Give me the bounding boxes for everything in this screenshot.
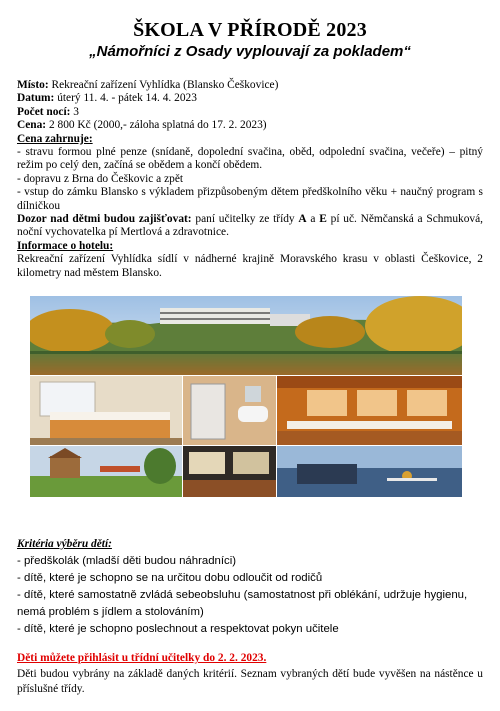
sports-court-photo	[277, 446, 462, 497]
class-a: A	[298, 213, 307, 226]
lounge-photo	[183, 446, 276, 497]
price-value: 2 800 Kč (2000,- záloha splatná do 17. 2. 2023)	[46, 119, 267, 132]
signup-notice: Děti můžete přihlásit u třídní učitelky do 2. 2. 2023.	[17, 652, 267, 664]
criteria-heading: Kritéria výběru dětí:	[17, 538, 112, 550]
includes-item: - stravu formou plné penze (snídaně, dopolední svačina, oběd, odpolední svačina, večeře) – pitný režim po celý den, začíná se obědem a končí obědem.	[17, 146, 483, 172]
nights-value: 3	[70, 105, 79, 118]
place-line	[17, 79, 483, 92]
supervision-label: Dozor nad dětmi budou zajišťovat:	[17, 213, 192, 226]
criteria-item: - dítě, které je schopno se na určitou dobu odloučit od rodičů	[17, 572, 323, 584]
criteria-item: - předškolák (mladší děti budou náhradníci)	[17, 555, 237, 567]
hotel-lake-photo	[30, 296, 462, 375]
includes-item: - vstup do zámku Blansko s výkladem přizpůsobeným dětem předškolního věku + naučný program s dílničkou	[17, 186, 483, 212]
criteria-item: - dítě, které samostatně zvládá sebeobsluhu (samostatnost při oblékání, udržuje hygienu, nemá problém s jídlem a stolováním)	[17, 589, 468, 618]
date-line	[17, 92, 483, 105]
hotel-heading: Informace o hotelu:	[17, 239, 114, 252]
supervision-line	[17, 213, 483, 240]
date-value: úterý 11. 4. - pátek 14. 4. 2023	[54, 92, 197, 105]
info-section	[17, 79, 483, 280]
includes-heading: Cena zahrnuje:	[17, 132, 93, 145]
dining-hall-photo	[277, 376, 462, 445]
nights-line	[17, 106, 483, 119]
supervision-value: paní učitelky ze třídy	[191, 213, 299, 226]
bathroom-photo	[183, 376, 276, 445]
place-value: Rekreační zařízení Vyhlídka (Blansko Češkovice)	[48, 79, 279, 91]
place-label: Místo:	[17, 79, 49, 91]
date-label: Datum:	[17, 92, 55, 105]
price-line	[17, 119, 483, 132]
class-e: E	[319, 213, 327, 226]
final-note: Děti budou vybrány na základě daných kritérií. Seznam vybraných dětí bude vyvěšen na nástěnce u příslušné třídy.	[17, 668, 483, 695]
nights-label: Počet nocí:	[17, 105, 71, 118]
page-title: ŠKOLA V PŘÍRODĚ 2023	[133, 19, 367, 41]
supervision-rest: pí uč. Němčanská a Schmuková, noční vychovatelka pí Mertlová a zdravotnice.	[17, 213, 483, 239]
hotel-text: Rekreační zařízení Vyhlídka sídlí v nádherné krajině Moravského krasu v oblasti Češkovice, 2 kilometry nad městem Blansko.	[17, 253, 483, 279]
page-subtitle: „Námořníci z Osady vyplouvají za pokladem“	[89, 43, 411, 60]
hotel-photo-collage	[30, 296, 462, 497]
playground-photo	[30, 446, 182, 497]
criteria-section	[17, 536, 483, 697]
price-label: Cena:	[17, 119, 47, 132]
bedroom-photo	[30, 376, 182, 445]
criteria-item: - dítě, které je schopno poslechnout a respektovat pokyn učitele	[17, 623, 339, 635]
and-word: a	[306, 213, 320, 226]
includes-item: - dopravu z Brna do Češkovic a zpět	[17, 172, 184, 185]
